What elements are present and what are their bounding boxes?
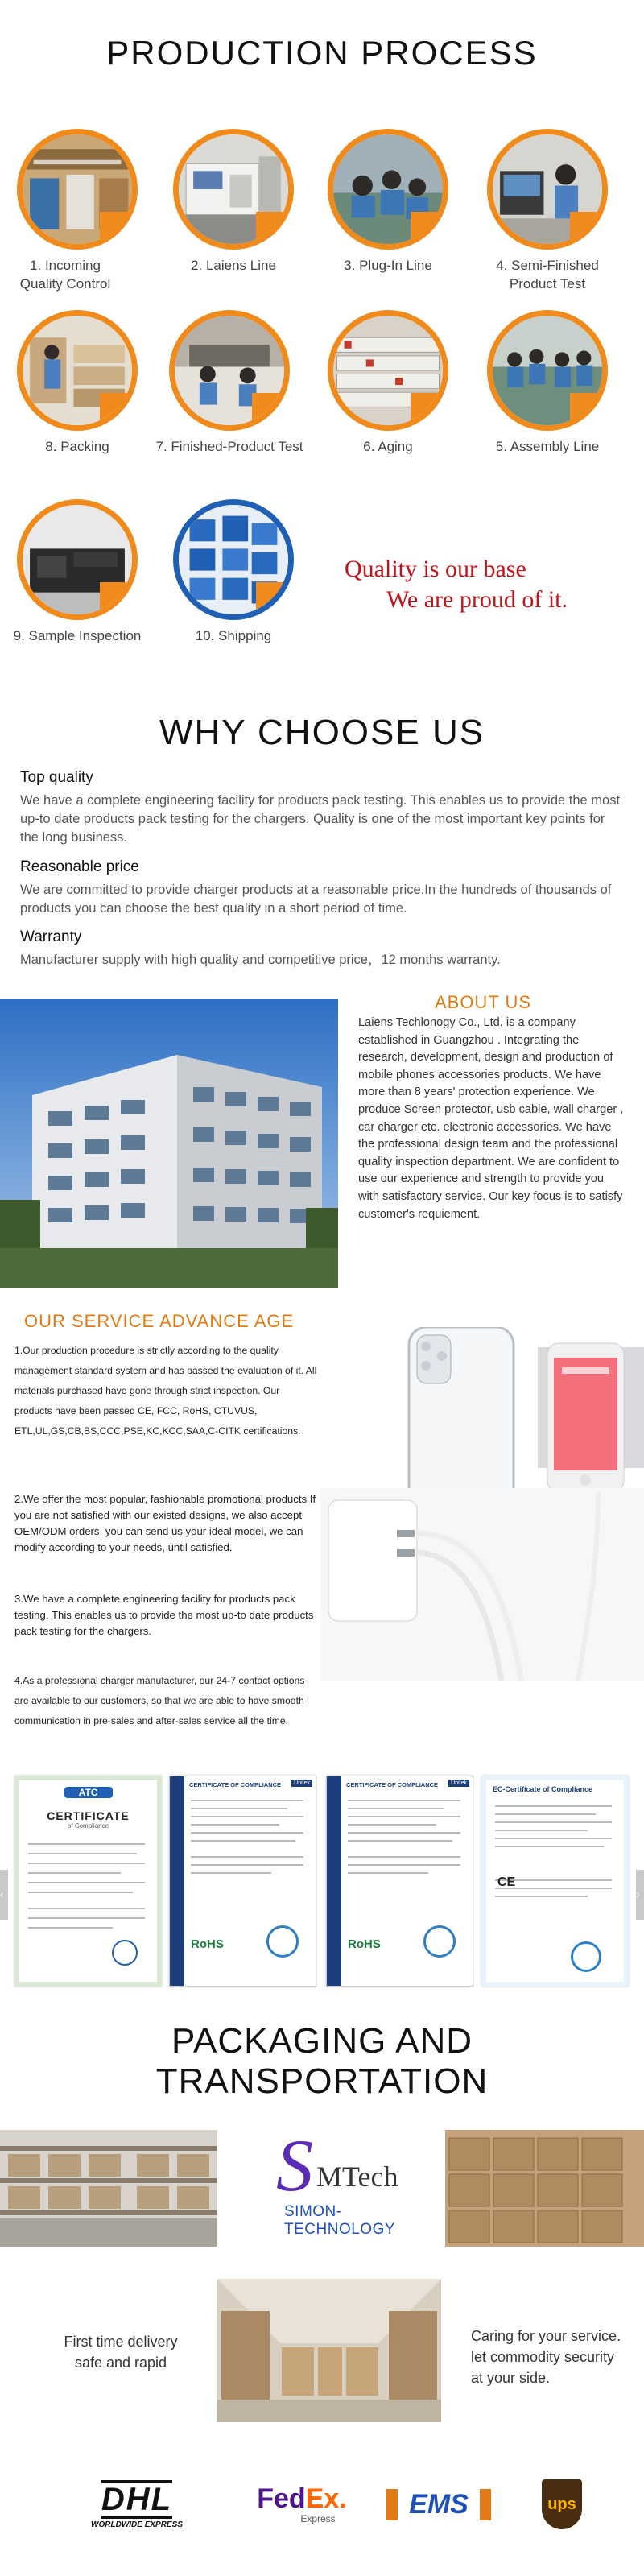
process-step-laiens-line [165, 129, 302, 275]
factory-building-photo [0, 999, 338, 1288]
service-caption-line-2: let commodity security [471, 2349, 615, 2365]
ups-shield [542, 2479, 582, 2529]
process-label: 2. Laiens Line [191, 258, 276, 273]
cert-seal [571, 1941, 601, 1972]
cert-seal [423, 1925, 456, 1958]
process-step-semi-finished-test [479, 129, 616, 293]
cert-rohs-label: RoHS [348, 1937, 381, 1951]
fedex-ex: Ex. [305, 2483, 347, 2514]
quality-line-1: Quality is our base [345, 556, 526, 582]
cert-body-lines [491, 1800, 620, 1921]
cert-title: CERTIFICATE [47, 1809, 130, 1822]
cert-header: CERTIFICATE OF COMPLIANCE [189, 1781, 282, 1788]
process-step-plug-in-line [320, 129, 456, 275]
service-caption-line-3: at your side. [471, 2370, 551, 2386]
packing-photo [17, 310, 138, 431]
process-step-incoming-qc [9, 129, 146, 293]
service-caption-line-1: Caring for your service. [471, 2328, 621, 2344]
assembly-line-photo [487, 310, 608, 431]
warehouse-center-photo [217, 2279, 441, 2422]
cert-seal [266, 1925, 299, 1958]
cert-body-lines [191, 1796, 312, 1916]
fedex-subtitle: Express [300, 2513, 336, 2524]
process-label: 9. Sample Inspection [13, 628, 142, 643]
why-reasonable-price [20, 858, 624, 918]
ups-wordmark: ups [547, 2495, 576, 2513]
why-text: We have a complete engineering facility for products pack testing. This enables us to provide the most up-to date products pack testing for the chargers. Quality is one of the most important key points for the long business. [20, 793, 621, 845]
process-step-sample-inspection [9, 499, 146, 645]
company-logo [228, 2126, 445, 2247]
cert-prev-arrow[interactable] [0, 1870, 8, 1920]
process-step-packing [9, 310, 146, 456]
ems-wordmark: EMS [386, 2489, 491, 2520]
cert-header: ATC [64, 1787, 113, 1798]
ems-logo [370, 2476, 507, 2533]
production-title: PRODUCTION PROCESS [106, 34, 538, 72]
process-label: 3. Plug-In Line [344, 258, 432, 273]
process-label: 5. Assembly Line [495, 439, 600, 454]
delivery-caption [56, 2331, 185, 2373]
process-label: 1. Incoming Quality Control [19, 258, 111, 292]
service-point-1: 1.Our production procedure is strictly according to the quality management standard system and has passed the evaluation of it. All materials purchased have gone through strict inspection. Our products have been passed CE, FCC, RoHS, CTUVUS, ETL,UL,GS,CB,BS,CCC,PSE,KC,KCC,SAA,C-CITK certifications. [14, 1345, 317, 1437]
process-label: 10. Shipping [195, 628, 272, 643]
delivery-caption-line-1: First time delivery [64, 2334, 178, 2350]
service-point-2: 2.We offer the most popular, fashionable promotional products If you are not satisfied with our existed designs, we also accept OEM/ODM orders, you can send us your ideal model, we can modify according to your needs, until satisfied. [14, 1493, 316, 1553]
why-warranty [20, 928, 624, 970]
packaging-title-line-1: PACKAGING AND [171, 2021, 473, 2061]
certificate-rohs-2[interactable] [326, 1776, 473, 1987]
chevron-left-icon: ‹ [0, 1888, 4, 1900]
service-point-3: 3.We have a complete engineering facility for products pack testing. This enables us to provide the most up-to date products pack testing for the chargers. [14, 1593, 314, 1637]
service-caption [471, 2326, 632, 2388]
dhl-subtitle: WORLDWIDE EXPRESS [91, 2520, 183, 2529]
why-text: Manufacturer supply with high quality and competitive price，12 months warranty. [20, 953, 501, 967]
quality-line-2: We are proud of it. [386, 586, 568, 613]
process-step-aging [320, 310, 456, 456]
packaging-title-line-2: TRANSPORTATION [155, 2061, 489, 2101]
logo-company-name: SIMON-TECHNOLOGY [284, 2203, 396, 2238]
cert-subtitle: of Compliance [67, 1822, 109, 1830]
semi-finished-test-photo [487, 129, 608, 250]
why-heading: Reasonable price [20, 858, 139, 875]
why-title: WHY CHOOSE US [159, 713, 485, 752]
cert-body-lines [348, 1796, 469, 1916]
logo-mtech: MTech [316, 2160, 398, 2193]
process-step-assembly-line [479, 310, 616, 456]
sample-inspection-photo [17, 499, 138, 620]
certificate-rohs-1[interactable] [169, 1776, 316, 1987]
process-label: 8. Packing [45, 439, 109, 454]
warehouse-right-photo [445, 2130, 644, 2247]
certificate-ce[interactable] [481, 1776, 629, 1987]
finished-product-test-photo [169, 310, 290, 431]
cert-badge: Unitek [448, 1780, 469, 1787]
laiens-line-photo [173, 129, 294, 250]
quality-slogan [322, 554, 628, 615]
process-step-shipping [165, 499, 302, 645]
process-label: 4. Semi-Finished Product Test [496, 258, 599, 292]
chevron-right-icon: › [636, 1888, 640, 1900]
shipping-photo [173, 499, 294, 620]
aging-photo [328, 310, 448, 431]
process-step-finished-product-test [155, 310, 303, 456]
about-text: Laiens Techlonogy Co., Ltd. is a company established in Guangzhou . Integrating the research, development, design and production of mobile phones accessories products. We have more than 8 years' protection experience. We produce Screen protector, usb cable, wall charger , car charger etc. electronic accessories. We have the professional design team and the professional quality inspection department. We are confident to use our experience and strength to provide you with satisfactory service. Our key focus is to satisfy customer's requiement. [358, 1016, 624, 1221]
packaging-title [0, 2021, 644, 2102]
certificate-atc[interactable] [14, 1776, 162, 1987]
process-label: 6. Aging [363, 439, 413, 454]
fedex-fed: Fed [257, 2483, 306, 2514]
why-heading: Top quality [20, 769, 93, 786]
why-text: We are committed to provide charger products at a reasonable price.In the hundreds of thousands of products you can choose the best quality in a short period of time. [20, 883, 612, 916]
cert-next-arrow[interactable] [636, 1870, 644, 1920]
cert-header: EC-Certificate of Compliance [493, 1785, 593, 1793]
service-point-4: 4.As a professional charger manufacturer, our 24-7 contact options are available to our customers, so that we are able to have smooth communication in pre-sales and after-sales service all the time. [14, 1675, 305, 1726]
delivery-caption-line-2: safe and rapid [74, 2355, 167, 2371]
dhl-logo [60, 2476, 213, 2533]
why-top-quality [20, 769, 624, 847]
cert-badge: Unitek [291, 1780, 312, 1787]
warehouse-left-photo [0, 2130, 217, 2247]
product-photo [320, 1327, 644, 1681]
process-label: 7. Finished-Product Test [155, 439, 303, 454]
why-heading: Warranty [20, 928, 82, 945]
logo-s: S [276, 2124, 313, 2206]
dhl-wordmark: DHL [101, 2481, 173, 2517]
cert-body-lines [24, 1836, 153, 1973]
fedex-logo [250, 2476, 354, 2533]
incoming-qc-photo [17, 129, 138, 250]
ups-logo [538, 2476, 586, 2533]
cert-ce-mark: CE [497, 1875, 516, 1889]
plug-in-line-photo [328, 129, 448, 250]
service-title: OUR SERVICE ADVANCE AGE [24, 1311, 295, 1331]
about-title: ABOUT US [434, 992, 532, 1012]
cert-rohs-label: RoHS [191, 1937, 224, 1951]
cert-header: CERTIFICATE OF COMPLIANCE [346, 1781, 439, 1788]
